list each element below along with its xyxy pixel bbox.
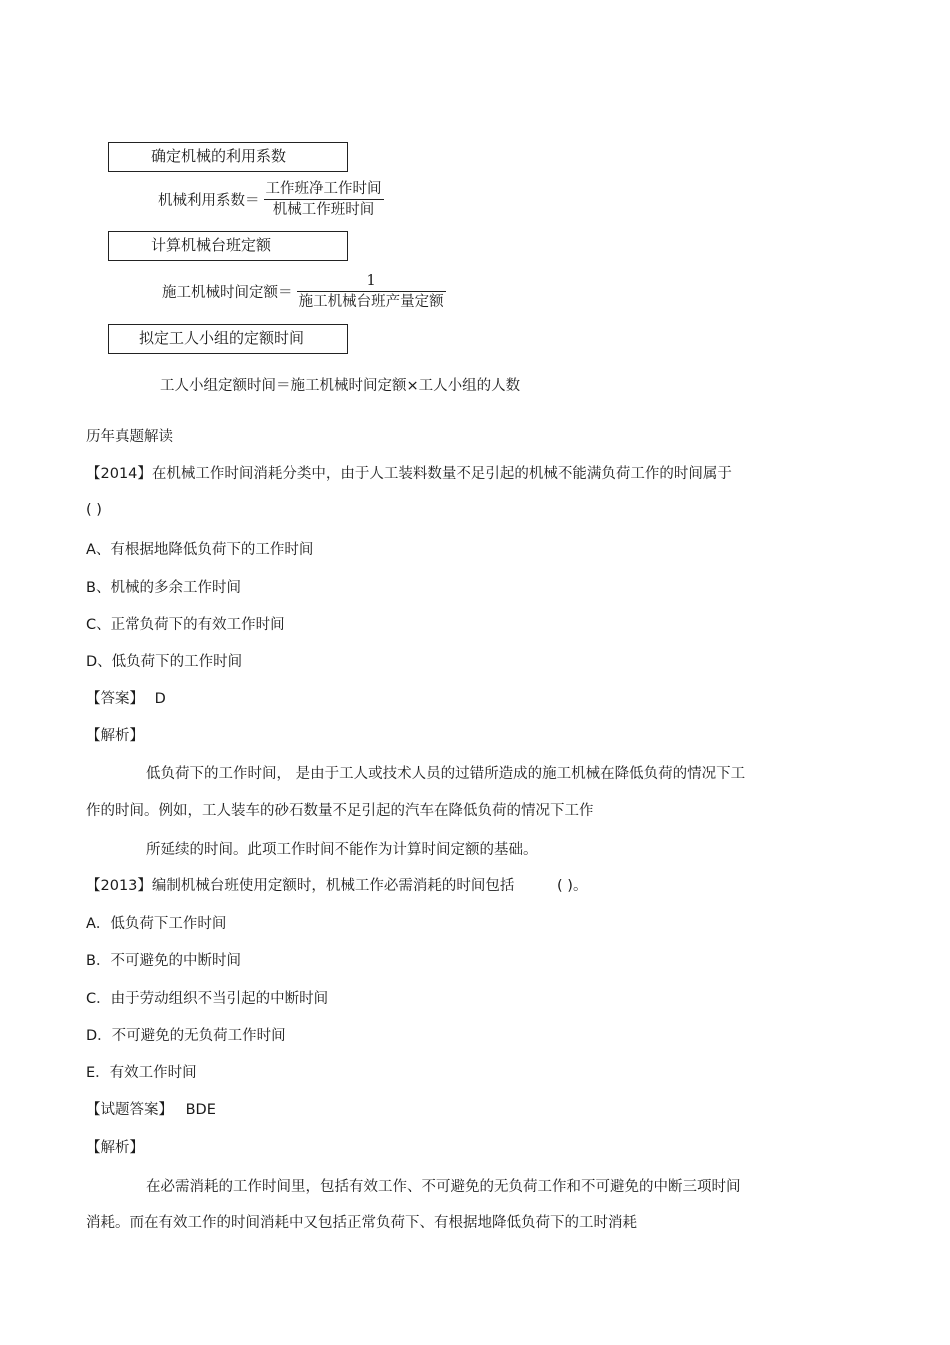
q1-answer <box>86 687 166 708</box>
q2-answer-label: 【试题答案】 <box>86 1102 173 1118</box>
q2-stem <box>86 874 587 895</box>
formula1-numerator: 工作班净工作时间 <box>264 180 384 200</box>
step2-label: 计算机械台班定额 <box>151 236 272 254</box>
q1-stem: 【2014】在机械工作时间消耗分类中，由于人工装料数量不足引起的机械不能满负荷工作的时间属于 <box>86 466 732 482</box>
q2-option-c: C．由于劳动组织不当引起的中断时间 <box>86 991 329 1007</box>
formula1-lhs: 机械利用系数＝ <box>158 193 260 209</box>
q2-stem-text: 【2013】编制机械台班使用定额时，机械工作必需消耗的时间包括 <box>86 878 515 894</box>
q2-analysis-line1: 在必需消耗的工作时间里，包括有效工作、不可避免的无负荷工作和不可避免的中断三项时间 <box>146 1179 741 1195</box>
formula1-denominator: 机械工作班时间 <box>272 202 375 218</box>
q1-option-a: A、有根据地降低负荷下的工作时间 <box>86 542 314 558</box>
q2-option-e: E．有效工作时间 <box>86 1065 197 1081</box>
q1-option-c: C、正常负荷下的有效工作时间 <box>86 617 285 633</box>
q1-option-b: B、机械的多余工作时间 <box>86 580 241 596</box>
step3-label: 拟定工人小组的定额时间 <box>139 329 305 347</box>
q1-blank: ( ) <box>86 502 102 518</box>
formula-utilization <box>158 180 384 219</box>
q2-answer-value: BDE <box>185 1102 216 1118</box>
q1-analysis-line2: 作的时间。例如，工人装车的砂石数量不足引起的汽车在降低负荷的情况下工作 <box>86 803 594 819</box>
q2-option-b: B．不可避免的中断时间 <box>86 953 241 969</box>
q1-answer-value: D <box>154 691 166 707</box>
section-title: 历年真题解读 <box>86 429 173 445</box>
q2-option-a: A．低负荷下工作时间 <box>86 916 227 932</box>
formula2-denominator: 施工机械台班产量定额 <box>298 294 444 310</box>
q2-analysis-line2: 消耗。而在有效工作的时间消耗中又包括正常负荷下、有根据地降低负荷下的工时消耗 <box>86 1215 637 1231</box>
q1-answer-label: 【答案】 <box>86 691 144 707</box>
formula2-numerator: 1 <box>297 272 446 292</box>
q2-answer <box>86 1098 216 1119</box>
formula-time-quota <box>162 272 446 311</box>
q1-analysis-label: 【解析】 <box>86 728 144 744</box>
step1-label: 确定机械的利用系数 <box>151 147 287 165</box>
formula2-fraction <box>297 272 446 311</box>
q1-analysis-line1: 低负荷下的工作时间， 是由于工人或技术人员的过错所造成的施工机械在降低负荷的情况下工 <box>146 766 746 782</box>
formula1-fraction <box>264 180 384 219</box>
q1-analysis-line3: 所延续的时间。此项工作时间不能作为计算时间定额的基础。 <box>146 842 538 858</box>
q2-blank: ( )。 <box>557 878 588 894</box>
formula2-lhs: 施工机械时间定额＝ <box>162 285 293 301</box>
step3-box <box>108 324 348 354</box>
q1-option-d: D、低负荷下的工作时间 <box>86 654 243 670</box>
q2-option-d: D．不可避免的无负荷工作时间 <box>86 1028 286 1044</box>
step2-box <box>108 231 348 261</box>
step1-box <box>108 142 348 172</box>
q2-analysis-label: 【解析】 <box>86 1140 144 1156</box>
formula-crew-time: 工人小组定额时间＝施工机械时间定额×工人小组的人数 <box>160 378 521 394</box>
